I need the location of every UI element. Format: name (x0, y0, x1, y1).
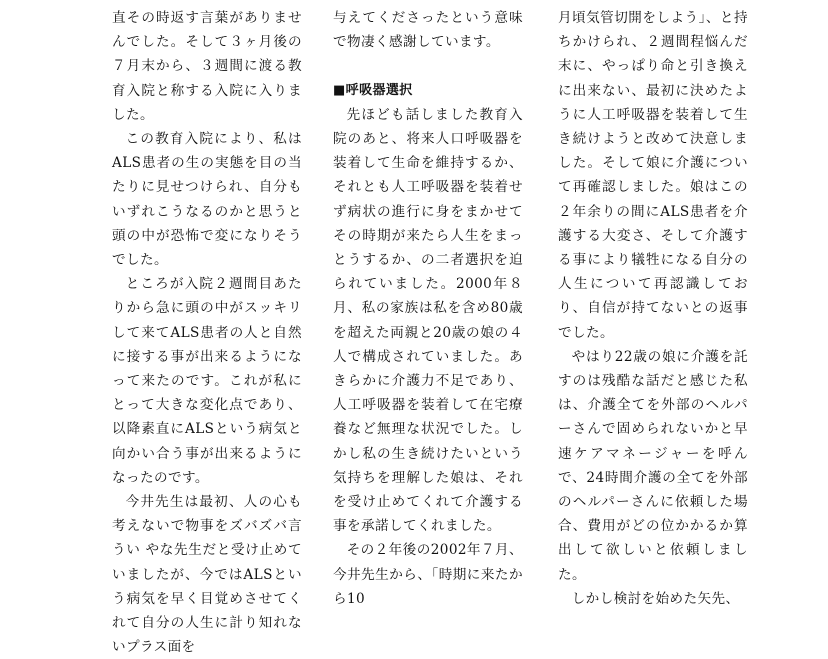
paragraph: ところが入院２週間目あたりから急に頭の中がスッキリして来てALS患者の人と自然に接する事が出来るようになって来たのです。これが私にとって大きな変化点であり、以降素直にALSという病気と向かい合う事が出来るようになったのです。 (112, 276, 302, 486)
paragraph: 先ほども話しました教育入院のあと、将来人口呼吸器を装着して生命を維持するか、それとも人工呼吸器を装着せず病状の進行に身をまかせてその時期が来たら人生をまっとうするか、の二者選択を迫られていました。2000年８月、私の家族は私を含め80歳を超えた両親と20歳の娘の４人で構成されていました。あきらかに介護力不足であり、人工呼吸器を装着して在宅療養など無理な状況でした。しかし私の生き続けたいという気持ちを理解した娘は、それを受け止めてくれて介護する事を承諾してくれました。 (333, 106, 523, 535)
text-column-3 (558, 6, 748, 611)
paragraph: その２年後の2002年７月、今井先生から、「時期に来たから10 (333, 542, 523, 607)
paragraph: 月頃気管切開をしよう」、と持ちかけられ、２週間程悩んだ末に、やっぱり命と引き換えに出来ない、最初に決めたように人工呼吸器を装着して生き続けようと改めて決意しました。そして娘に介護について再確認しました。娘はこの２年余りの間にALS患者を介護する大変さ、そして介護する事により犠牲になる自分の人生について再認識しており、自信が持てないとの返事でした。 (558, 10, 748, 341)
paragraph: 直その時返す言葉がありませんでした。そして３ヶ月後の７月末から、３週間に渡る教育入院と称する入院に入りました。 (112, 10, 302, 123)
paragraph: しかし検討を始めた矢先、 (571, 590, 740, 607)
paragraph: 今井先生は最初、人の心も考えないで物事をズバズバ言うい やな先生だと受け止めていましたが、今ではALSという病気を早く目覚めさせてくれて自分の人生に計り知れないプラス面を (112, 494, 302, 656)
paragraph: 与えてくださったという意味で物凄く感謝しています。 (333, 10, 523, 51)
paragraph: この教育入院により、私はALS患者の生の実態を目の当たりに見せつけられ、自分もいずれこうなるのかと思うと頭の中が恐怖で変になりそうでした。 (112, 131, 302, 269)
text-column-1 (112, 6, 302, 659)
text-column-2 (333, 6, 523, 611)
section-heading: ■呼吸器選択 (333, 82, 413, 98)
spacer (333, 54, 523, 78)
paragraph: やはり22歳の娘に介護を託すのは残酷な話だと感じた私は、介護全てを外部のヘルパーさんで固められないかと早速ケアマネージャーを呼んで、24時間介護の全てを外部のヘルパーさんに依頼した場合、費用がどの位かかるか算出して欲しいと依頼しました。 (558, 348, 748, 583)
